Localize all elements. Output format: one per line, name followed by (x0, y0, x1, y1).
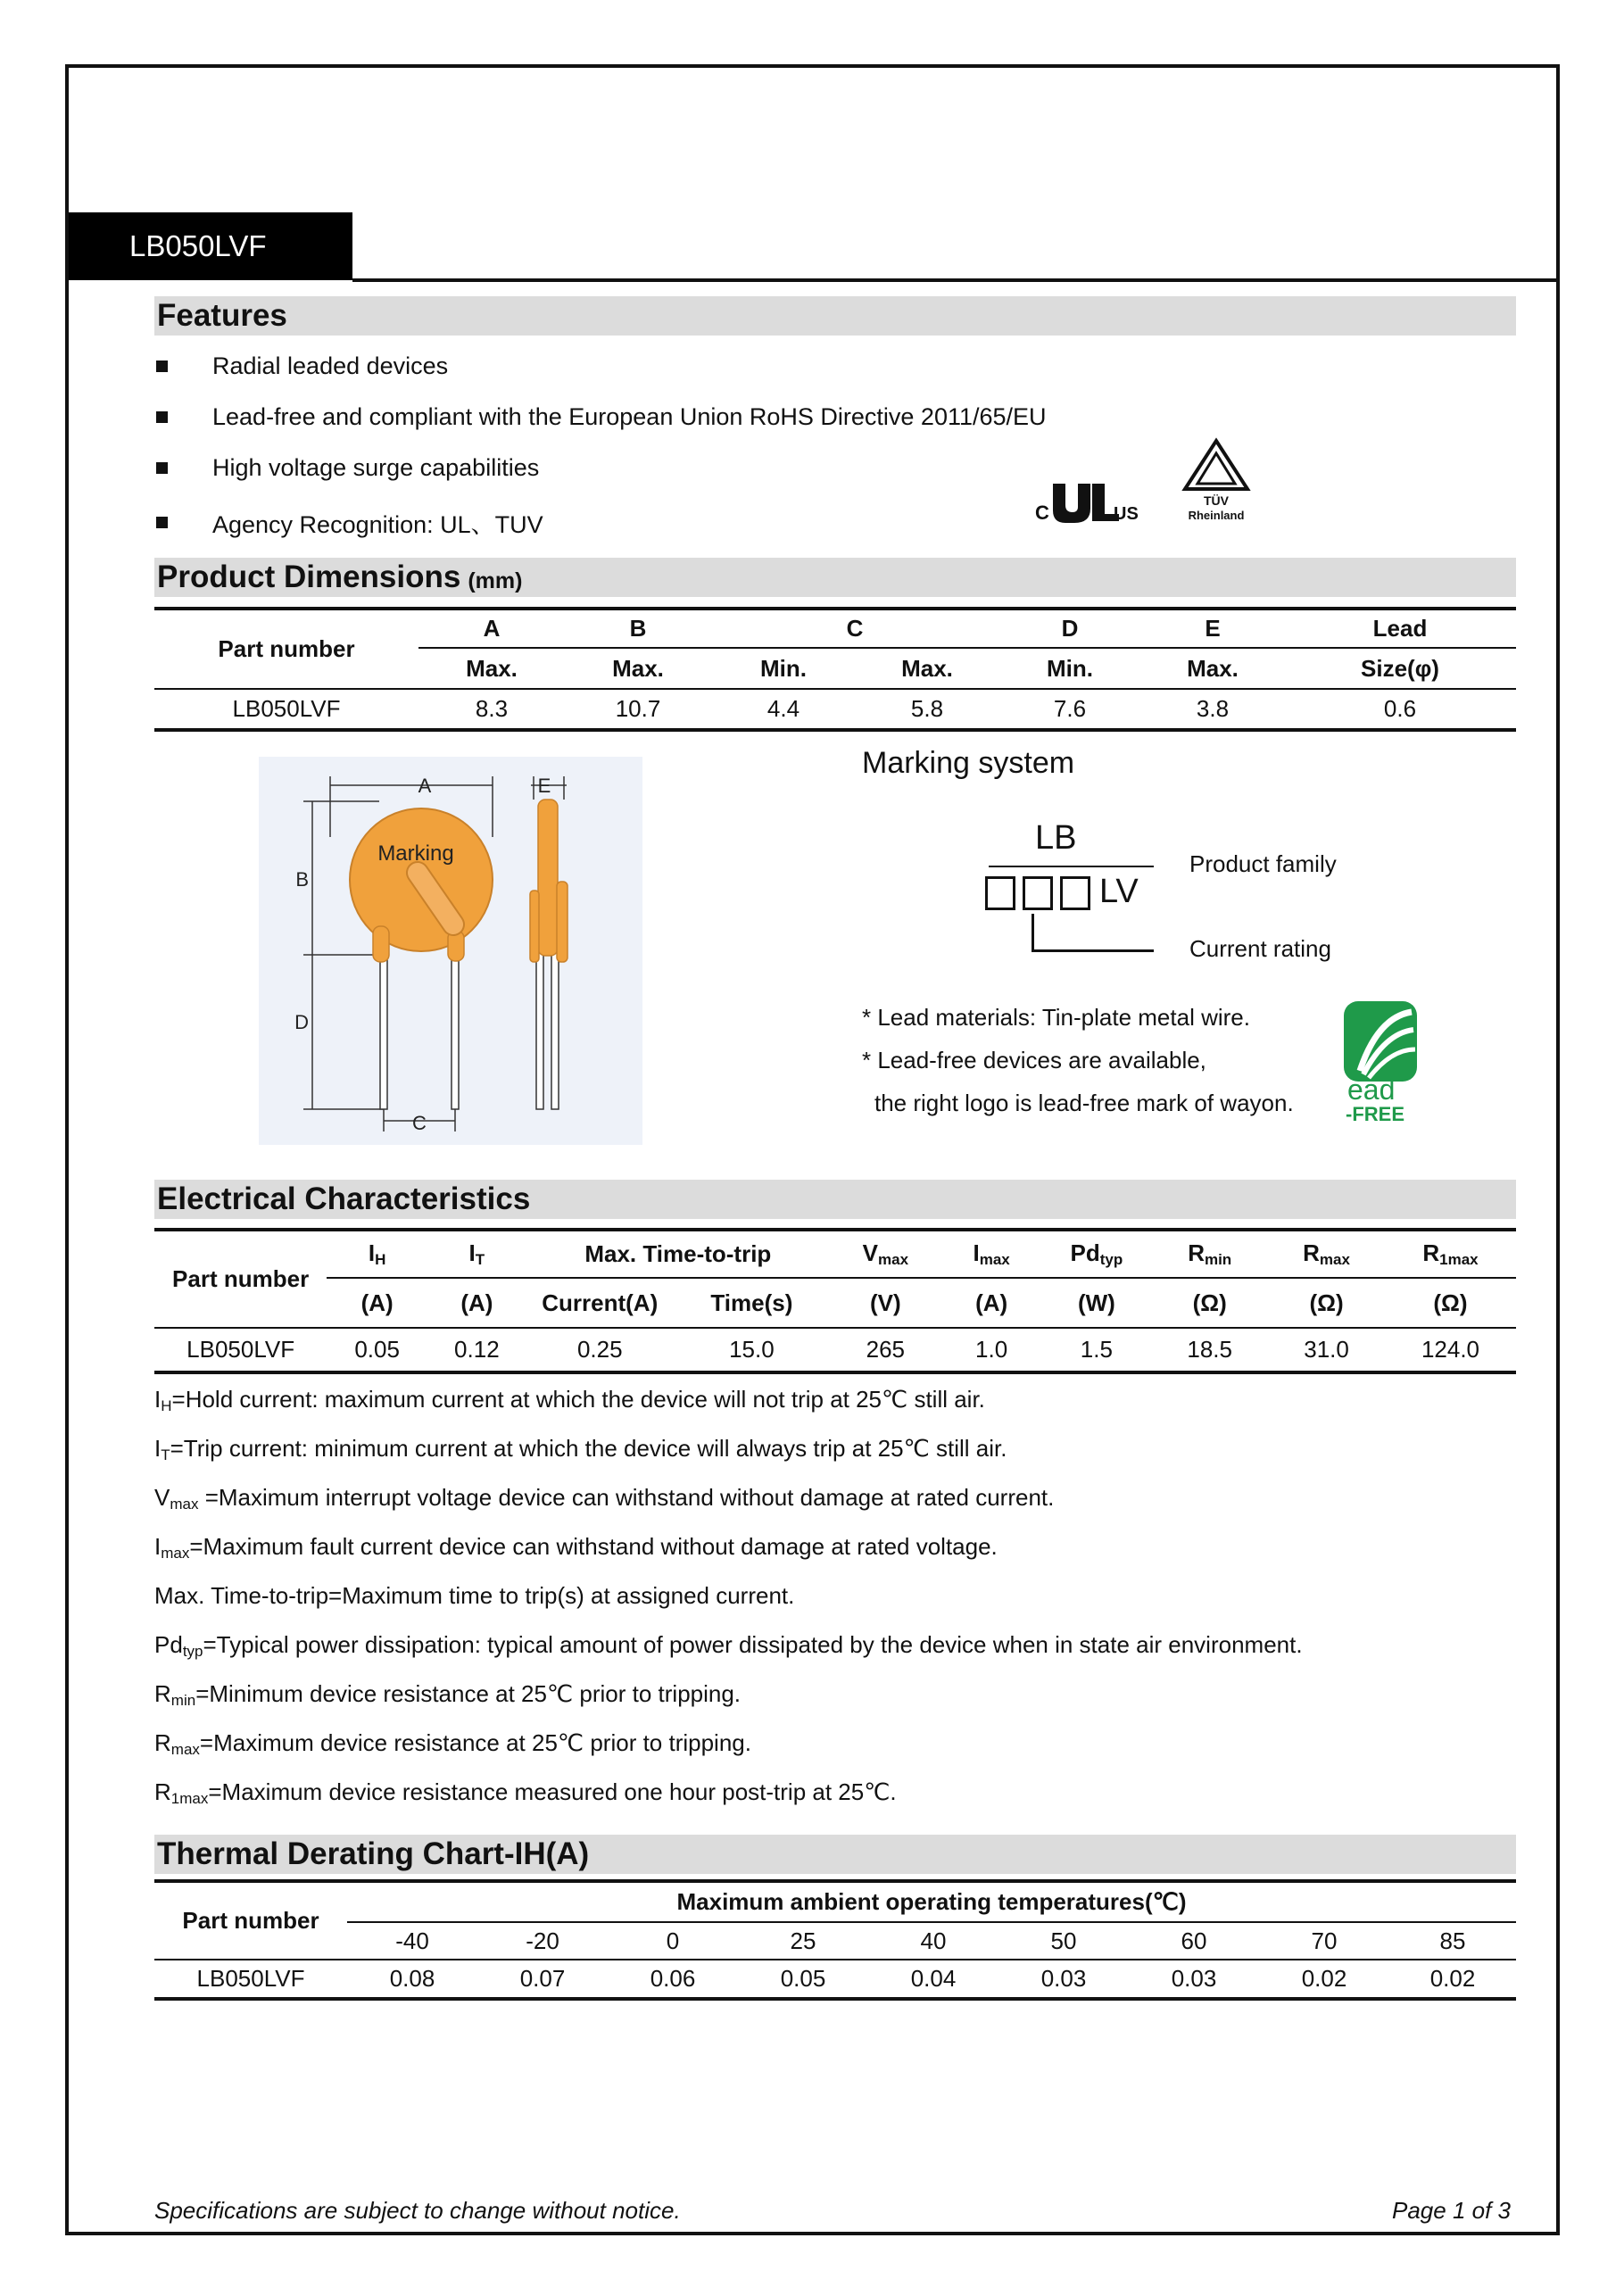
feature-text: Lead-free and compliant with the European Union RoHS Directive 2011/65/EU (212, 403, 1047, 430)
tuv-logo-icon (1176, 437, 1256, 526)
feature-item (156, 352, 448, 380)
elec-sub: T (475, 1251, 485, 1268)
marking-boxes (985, 876, 1090, 910)
thermal-heading-text: Thermal Derating Chart-IH(A) (157, 1836, 590, 1871)
thermal-part-header: Part number (182, 1907, 319, 1934)
marking-rule (989, 866, 1154, 867)
thermal-temp: 70 (1311, 1927, 1338, 1954)
elec-unit: (Ω) (1309, 1289, 1344, 1316)
table-row (154, 1328, 1516, 1372)
elec-col-ih (327, 1230, 427, 1278)
elec-cell: 31.0 (1304, 1336, 1349, 1363)
elec-cell: 15.0 (729, 1336, 775, 1363)
dim-cell: 4.4 (766, 695, 800, 722)
feature-item (156, 403, 1047, 431)
def-sym: Pd (154, 1631, 183, 1658)
elec-cell: LB050LVF (186, 1336, 295, 1363)
thermal-cell: 0.02 (1301, 1965, 1347, 1992)
elec-cell: 265 (866, 1336, 906, 1363)
thermal-cell: 0.05 (780, 1965, 826, 1992)
thermal-cell: 0.07 (519, 1965, 566, 1992)
table-row (154, 1960, 1516, 1999)
dim-cell: 7.6 (1053, 695, 1087, 722)
thermal-temp: 50 (1050, 1927, 1077, 1954)
dim-part-header: Part number (218, 635, 355, 662)
elec-part-header: Part number (172, 1265, 310, 1292)
thermal-temp: -40 (395, 1927, 429, 1954)
thermal-temp: -20 (526, 1927, 559, 1954)
thermal-cell: 0.08 (389, 1965, 435, 1992)
feature-text: Agency Recognition: UL、TUV (212, 511, 543, 538)
bullet-icon (156, 462, 168, 474)
dim-subcol: Min. (760, 654, 807, 682)
elec-sub: typ (1099, 1251, 1123, 1268)
elec-unit: Time(s) (710, 1289, 793, 1316)
marking-box (1023, 876, 1053, 910)
def-sub: T (161, 1446, 170, 1463)
definition-line (154, 1582, 794, 1610)
features-heading-text: Features (157, 298, 287, 333)
dim-col-d: D (998, 609, 1141, 648)
lead-note: the right logo is lead-free mark of wayon. (874, 1090, 1294, 1116)
thermal-cell: 0.06 (650, 1965, 696, 1992)
dim-cell: 3.8 (1196, 695, 1230, 722)
elec-sub: max (878, 1251, 909, 1268)
elec-col-rmax (1268, 1230, 1385, 1278)
tuv-logo-line1: TÜV (1204, 493, 1229, 508)
elec-sym: R (1188, 1239, 1205, 1266)
marking-suffix: LV (1099, 873, 1139, 910)
def-sym: V (154, 1484, 170, 1511)
features-heading (154, 296, 1516, 336)
footer-disclaimer: Specifications are subject to change without notice. (154, 2197, 681, 2224)
tuv-logo-line2: Rheinland (1188, 509, 1245, 522)
def-sub: max (161, 1545, 190, 1562)
marking-label: Marking (377, 841, 454, 866)
elec-col-r1max (1385, 1230, 1516, 1278)
elec-sym: I (468, 1239, 476, 1266)
thermal-cell: 0.03 (1171, 1965, 1217, 1992)
marking-family-code: LB (1035, 819, 1077, 857)
dim-label-e: E (537, 775, 551, 797)
elec-sub: min (1204, 1251, 1232, 1268)
elec-col-imax (941, 1230, 1042, 1278)
feature-text: High voltage surge capabilities (212, 454, 540, 481)
dim-cell: 8.3 (475, 695, 509, 722)
thermal-cell: LB050LVF (196, 1965, 305, 1992)
elec-sym: I (368, 1239, 376, 1266)
thermal-temp: 60 (1181, 1927, 1207, 1954)
thermal-temp: 25 (790, 1927, 816, 1954)
elec-cell: 1.0 (975, 1336, 1008, 1363)
def-sym: I (154, 1533, 162, 1560)
dim-label-b: B (295, 868, 309, 891)
thermal-table (154, 1879, 1516, 2001)
elec-cell: 18.5 (1187, 1336, 1232, 1363)
dim-subcol: Max. (1187, 654, 1239, 682)
elec-unit: (V) (870, 1289, 901, 1316)
thermal-temp: 85 (1439, 1927, 1466, 1954)
elec-sym: R (1422, 1239, 1440, 1266)
ul-logo-icon (1033, 480, 1139, 525)
elec-unit: (W) (1077, 1289, 1115, 1316)
definition-line (154, 1729, 751, 1759)
thermal-heading (154, 1835, 1516, 1874)
dim-label-d: D (294, 1011, 309, 1033)
marking-connector (1032, 949, 1154, 952)
marking-heading: Marking system (862, 746, 1075, 780)
dim-subcol: Max. (466, 654, 518, 682)
dim-col-c: C (711, 609, 998, 648)
page-number: Page 1 of 3 (1392, 2197, 1511, 2224)
dim-label-a: A (418, 775, 432, 797)
elec-sym: V (862, 1239, 878, 1266)
elec-cell: 0.05 (354, 1336, 400, 1363)
lead-note: * Lead materials: Tin-plate metal wire. (862, 1004, 1250, 1031)
lead-free-logo-top: ead (1347, 1073, 1396, 1106)
def-sub: max (170, 1496, 199, 1513)
definition-line (154, 1778, 897, 1808)
dimensions-table (154, 607, 1516, 732)
dimensions-heading-text: Product Dimensions (157, 559, 461, 594)
def-sym: R (154, 1778, 171, 1805)
marking-box (985, 876, 1015, 910)
dim-subcol: Min. (1047, 654, 1093, 682)
dim-subcol: Max. (901, 654, 953, 682)
def-text: =Maximum time to trip(s) at assigned current. (328, 1582, 795, 1609)
elec-sub: max (979, 1251, 1010, 1268)
dim-col-b: B (565, 609, 711, 648)
def-sub: max (170, 1741, 200, 1758)
ul-logo-us: US (1114, 504, 1139, 524)
elec-unit: Current(A) (542, 1289, 659, 1316)
elec-sub: max (1319, 1251, 1350, 1268)
bullet-icon (156, 517, 168, 528)
def-sym: I (154, 1435, 162, 1462)
def-sym: R (154, 1680, 171, 1707)
def-text: =Trip current: minimum current at which the device will always trip at 25℃ still air. (170, 1435, 1007, 1462)
document-title: LB050LVF (69, 212, 352, 280)
dimensions-unit: (mm) (468, 568, 523, 593)
def-text: =Maximum device resistance at 25℃ prior to tripping. (199, 1729, 751, 1756)
elec-unit: (A) (360, 1289, 394, 1316)
elec-sym: I (973, 1239, 980, 1266)
def-sym: Max. Time-to-trip (154, 1582, 329, 1609)
marking-box (1060, 876, 1090, 910)
elec-unit: (Ω) (1433, 1289, 1468, 1316)
marking-current-label: Current rating (1189, 935, 1331, 962)
definition-line (154, 1484, 1054, 1513)
lead-free-logo-icon (1342, 999, 1422, 1124)
definition-line (154, 1680, 741, 1710)
definition-line (154, 1631, 1303, 1661)
dim-cell: 0.6 (1383, 695, 1417, 722)
dim-col-e: E (1141, 609, 1284, 648)
thermal-span-header: Maximum ambient operating temperatures(℃) (347, 1881, 1516, 1922)
def-sub: 1max (170, 1790, 209, 1807)
bullet-icon (156, 361, 168, 372)
def-text: =Maximum interrupt voltage device can withstand without damage at rated current. (198, 1484, 1055, 1511)
definition-line (154, 1386, 985, 1415)
def-sym: R (154, 1729, 171, 1756)
electrical-heading (154, 1180, 1516, 1219)
electrical-heading-text: Electrical Characteristics (157, 1181, 531, 1216)
thermal-cell: 0.03 (1040, 1965, 1087, 1992)
elec-col-vmax (830, 1230, 941, 1278)
definition-line (154, 1435, 1007, 1464)
dim-col-a: A (418, 609, 565, 648)
elec-sub: 1max (1439, 1251, 1479, 1268)
marking-family-label: Product family (1189, 850, 1337, 877)
lead-free-logo-bottom: -FREE (1346, 1103, 1404, 1125)
dim-col-lead: Lead (1284, 609, 1516, 648)
thermal-temp: 40 (920, 1927, 947, 1954)
def-text: =Maximum fault current device can withstand without damage at rated voltage. (189, 1533, 998, 1560)
marking-connector (1032, 914, 1034, 951)
def-text: =Typical power dissipation: typical amount of power dissipated by the device when in state air environment. (203, 1631, 1303, 1658)
definition-line (154, 1533, 998, 1562)
def-sym: I (154, 1386, 162, 1413)
elec-cell: 0.12 (454, 1336, 500, 1363)
dimensions-heading (154, 558, 1516, 597)
def-text: =Maximum device resistance measured one hour post-trip at 25℃. (208, 1778, 897, 1805)
def-sub: typ (182, 1643, 203, 1660)
table-row (154, 689, 1516, 730)
dim-cell: 10.7 (615, 695, 661, 722)
ul-logo-c: C (1035, 501, 1049, 524)
lead-note: * Lead-free devices are available, (862, 1047, 1206, 1073)
title-rule (352, 278, 1556, 282)
elec-unit: (A) (975, 1289, 1008, 1316)
elec-cell: 1.5 (1080, 1336, 1113, 1363)
def-text: =Minimum device resistance at 25℃ prior to tripping. (195, 1680, 742, 1707)
elec-sym: Pd (1070, 1239, 1100, 1266)
thermal-cell: 0.02 (1429, 1965, 1476, 1992)
dim-subcol: Size(φ) (1361, 654, 1439, 682)
thermal-cell: 0.04 (910, 1965, 957, 1992)
elec-col-it (427, 1230, 526, 1278)
elec-unit: (A) (460, 1289, 493, 1316)
elec-sym: R (1303, 1239, 1320, 1266)
elec-sub: H (375, 1251, 386, 1268)
elec-unit: (Ω) (1192, 1289, 1227, 1316)
elec-cell: 124.0 (1421, 1336, 1480, 1363)
elec-col-ttt: Max. Time-to-trip (584, 1240, 772, 1267)
bullet-icon (156, 411, 168, 423)
dimension-diagram (259, 757, 642, 1145)
elec-col-rmin (1151, 1230, 1268, 1278)
dim-label-c: C (412, 1112, 427, 1134)
dim-subcol: Max. (612, 654, 664, 682)
thermal-temp: 0 (666, 1927, 680, 1954)
def-text: =Hold current: maximum current at which the device will not trip at 25℃ still air. (171, 1386, 985, 1413)
feature-item (156, 454, 539, 482)
elec-col-pd (1041, 1230, 1151, 1278)
def-sub: H (161, 1397, 172, 1414)
dim-cell: 5.8 (910, 695, 944, 722)
dim-cell: LB050LVF (232, 695, 341, 722)
elec-cell: 0.25 (576, 1336, 623, 1363)
feature-text: Radial leaded devices (212, 352, 449, 379)
def-sub: min (170, 1692, 196, 1709)
feature-item (156, 505, 543, 540)
electrical-table (154, 1228, 1516, 1374)
